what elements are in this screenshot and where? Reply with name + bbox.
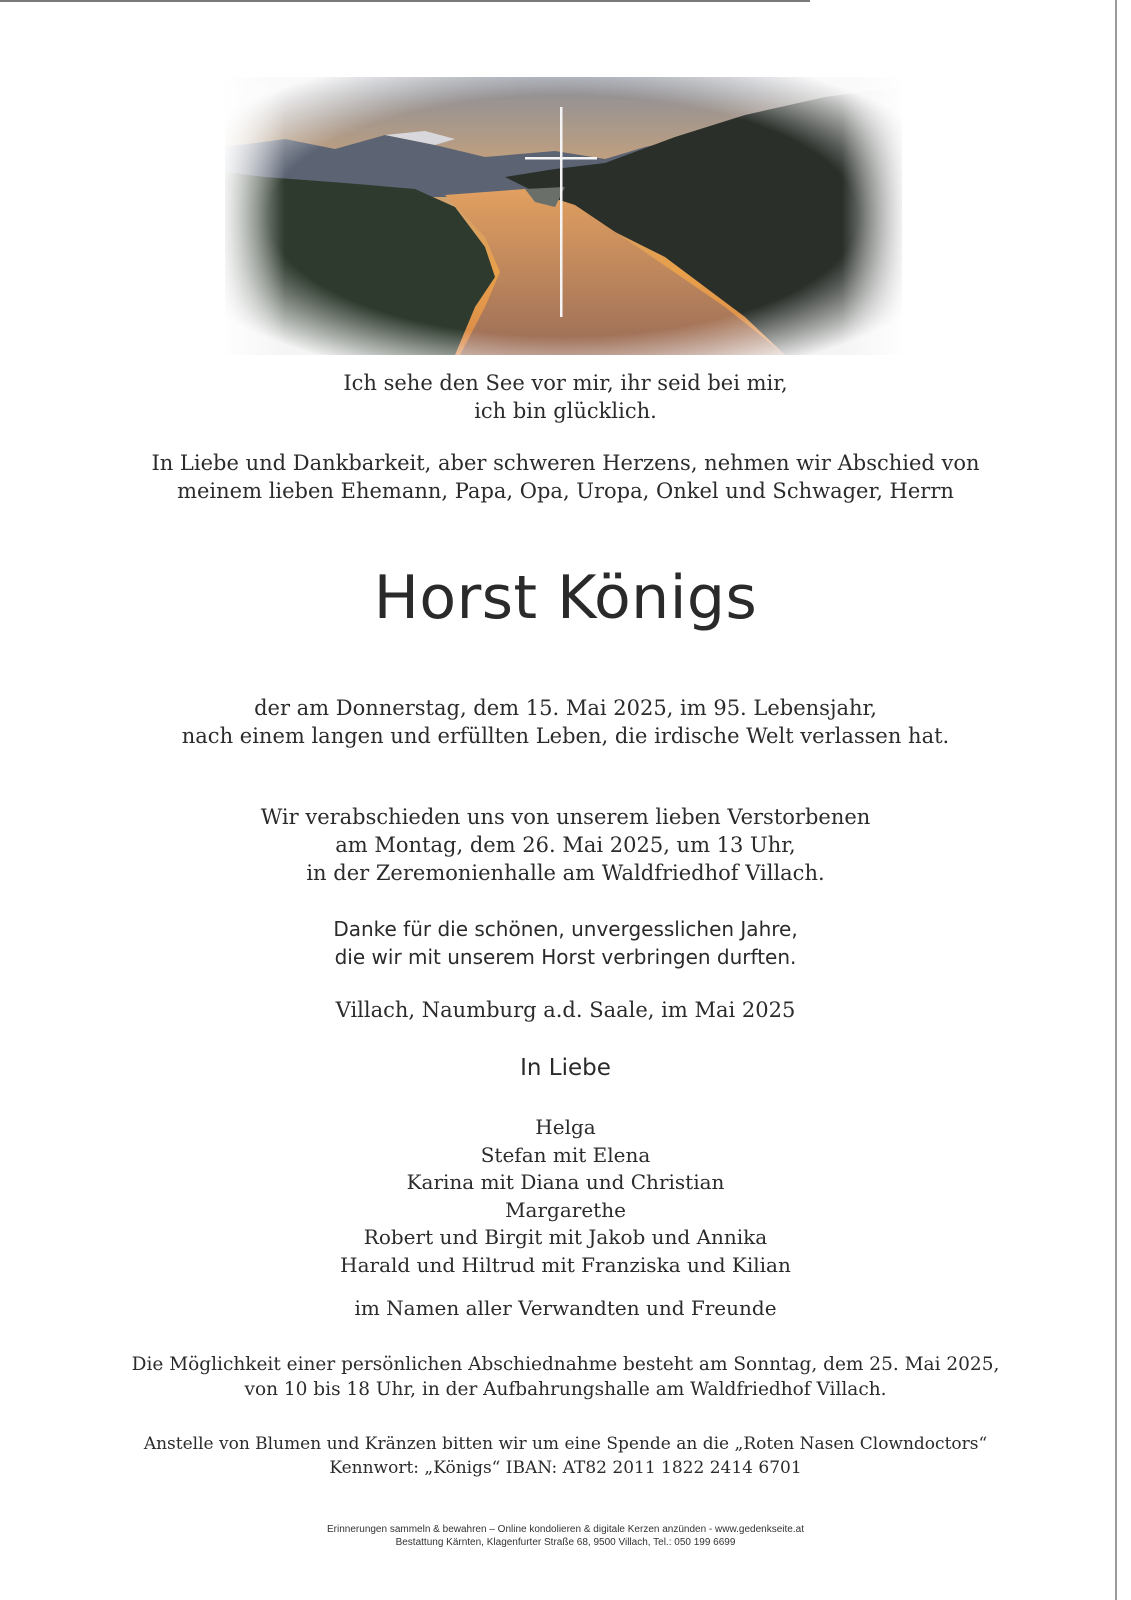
viewing-info	[0, 1352, 1131, 1402]
all-relatives-line: im Namen aller Verwandten und Freunde	[354, 1296, 777, 1320]
thanks-line: Danke für die schönen, unvergesslichen Jahre,	[333, 917, 798, 941]
list-item: Stefan mit Elena	[480, 1142, 651, 1167]
scan-edge-top	[0, 0, 810, 2]
death-notice	[0, 694, 1131, 750]
list-item: Karina mit Diana und Christian	[406, 1170, 725, 1194]
thanks-line: die wir mit unserem Horst verbringen durften.	[334, 945, 797, 969]
place-date: Villach, Naumburg a.d. Saale, im Mai 2025	[335, 998, 796, 1022]
list-item: Helga	[535, 1115, 596, 1139]
death-line: nach einem langen und erfüllten Leben, die irdische Welt verlassen hat.	[181, 724, 950, 748]
viewing-line: von 10 bis 18 Uhr, in der Aufbahrungshalle am Waldfriedhof Villach.	[244, 1379, 887, 1400]
funeral-line: in der Zeremonienhalle am Waldfriedhof Villach.	[306, 861, 825, 885]
intro-line: meinem lieben Ehemann, Papa, Opa, Uropa, Onkel und Schwager, Herrn	[177, 479, 954, 503]
list-item: Robert und Birgit mit Jakob und Annika	[363, 1225, 768, 1249]
footer-line: Erinnerungen sammeln & bewahren – Online kondolieren & digitale Kerzen anzünden - www.gedenkseite.at	[327, 1524, 804, 1535]
verse	[0, 369, 1131, 425]
verse-line: ich bin glücklich.	[474, 399, 657, 423]
memorial-photo	[225, 77, 902, 355]
donation-line: Anstelle von Blumen und Kränzen bitten wir um eine Spende an die „Roten Nasen Clowndoctors“	[143, 1434, 988, 1454]
list-item: Harald und Hiltrud mit Franziska und Kilian	[340, 1252, 791, 1277]
deceased-name: Horst Königs	[373, 563, 758, 633]
mourners-list	[0, 1114, 1131, 1279]
death-line: der am Donnerstag, dem 15. Mai 2025, im 95. Lebensjahr,	[254, 696, 877, 720]
donation-info	[0, 1432, 1131, 1480]
footer-line: Bestattung Kärnten, Klagenfurter Straße 68, 9500 Villach, Tel.: 050 199 6699	[395, 1537, 736, 1548]
intro-line: In Liebe und Dankbarkeit, aber schweren Herzens, nehmen wir Abschied von	[151, 451, 980, 475]
in-liebe-heading: In Liebe	[520, 1055, 611, 1081]
funeral-info	[0, 803, 1131, 887]
funeral-line: am Montag, dem 26. Mai 2025, um 13 Uhr,	[335, 833, 796, 857]
list-item: Margarethe	[505, 1197, 626, 1222]
funeral-line: Wir verabschieden uns von unserem lieben Verstorbenen	[260, 805, 871, 829]
verse-line: Ich sehe den See vor mir, ihr seid bei mir,	[343, 371, 788, 395]
lake-landscape-image	[225, 77, 902, 355]
thanks-text	[0, 915, 1131, 971]
donation-line: Kennwort: „Königs“ IBAN: AT82 2011 1822 2414 6701	[329, 1458, 802, 1478]
footer	[0, 1523, 1131, 1549]
intro-text	[0, 449, 1131, 505]
viewing-line: Die Möglichkeit einer persönlichen Abschiednahme besteht am Sonntag, dem 25. Mai 2025,	[131, 1354, 1000, 1375]
